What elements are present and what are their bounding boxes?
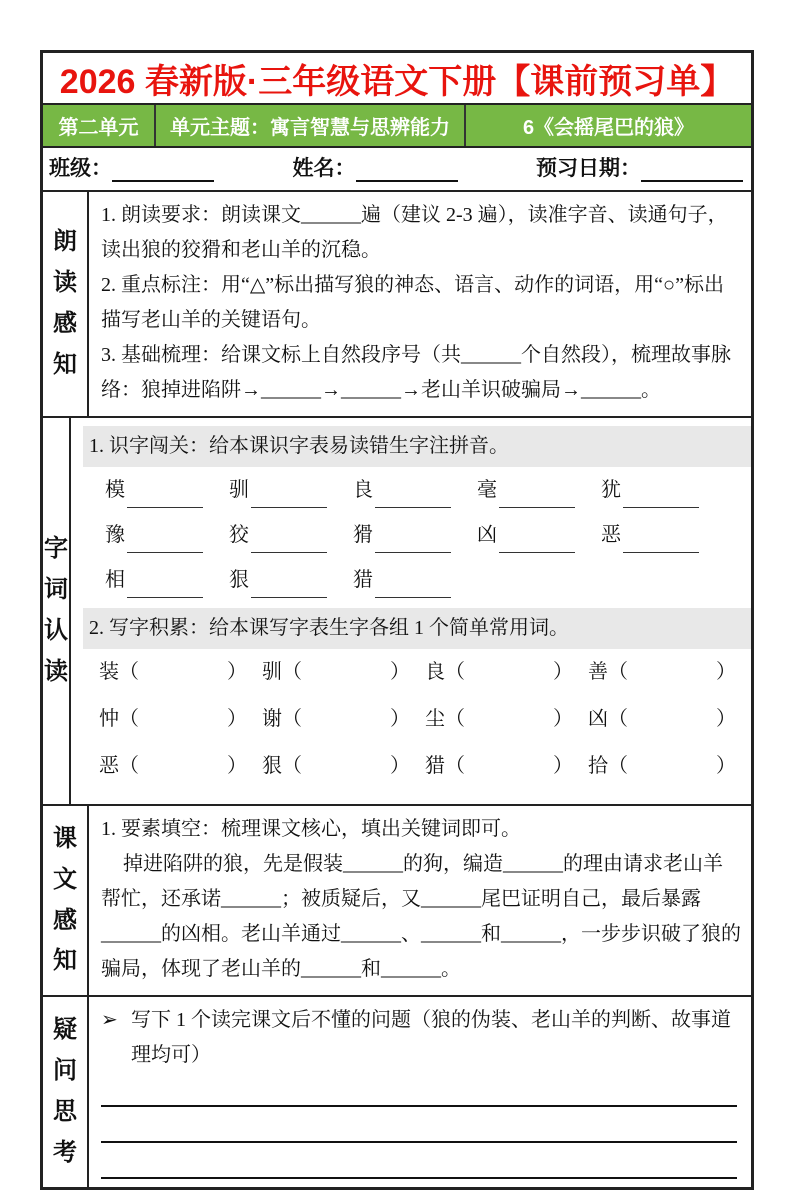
paren-close: ） (553, 661, 573, 683)
reading-item: 3. 基础梳理：给课文标上自然段序号（共______个自然段），梳理故事脉络：狼掉进陷阱→______→______→老山羊识破骗局→______。 (101, 344, 731, 401)
pinyin-blank (375, 488, 451, 508)
section-label-words: 字词认读 (43, 418, 71, 804)
paren-open: （ (119, 755, 139, 777)
arrow-bullet-icon: ➢ (101, 1009, 118, 1031)
paren-close: ） (390, 708, 410, 730)
paren-close: ） (553, 755, 573, 777)
word-blank (302, 670, 390, 690)
unit-bar (43, 103, 751, 148)
writing-line (101, 1143, 737, 1179)
paren-close: ） (553, 708, 573, 730)
word-item (99, 749, 262, 784)
section-comprehension-content (89, 806, 751, 995)
pinyin-blank (623, 533, 699, 553)
word-blank (302, 764, 390, 784)
pinyin-blank (499, 533, 575, 553)
page-title (43, 53, 751, 103)
pinyin-blank (375, 578, 451, 598)
word-blank (465, 717, 553, 737)
character: 猎 (425, 755, 445, 777)
character: 善 (588, 661, 608, 683)
word-blank (628, 717, 716, 737)
pinyin-blank (251, 488, 327, 508)
word-blank (628, 670, 716, 690)
character: 忡 (99, 708, 119, 730)
task-header-writing: 2. 写字积累：给本课写字表生字各组 1 个简单常用词。 (83, 608, 751, 649)
paren-open: （ (282, 708, 302, 730)
paren-close: ） (716, 661, 736, 683)
writing-line (101, 1093, 737, 1107)
character: 拾 (588, 755, 608, 777)
word-blank (465, 764, 553, 784)
paren-open: （ (608, 708, 628, 730)
word-item (262, 749, 425, 784)
word-item (588, 749, 751, 784)
paren-close: ） (716, 708, 736, 730)
section-label-reading: 朗读感知 (43, 192, 89, 416)
info-row (43, 148, 751, 190)
character: 尘 (425, 708, 445, 730)
word-grid-row (83, 749, 751, 784)
section-questions-content (89, 997, 751, 1187)
word-item (588, 655, 751, 690)
word-item (425, 749, 588, 784)
name-field (293, 152, 458, 182)
section-reading (43, 190, 751, 416)
pinyin-item (601, 518, 725, 553)
pinyin-blank (127, 488, 203, 508)
pinyin-item (353, 563, 477, 598)
word-item (99, 702, 262, 737)
paren-open: （ (445, 755, 465, 777)
character: 驯 (229, 479, 249, 501)
word-item (262, 655, 425, 690)
word-blank (465, 670, 553, 690)
page-title-text: 2026 春新版·三年级语文下册【课前预习单】 (59, 62, 735, 101)
character: 猾 (353, 524, 373, 546)
pinyin-blank (251, 578, 327, 598)
word-blank (139, 717, 227, 737)
question-prompt (101, 1003, 741, 1073)
pinyin-grid-row (83, 473, 751, 508)
character: 恶 (601, 524, 621, 546)
section-comprehension (43, 804, 751, 995)
comprehension-paragraph: 掉进陷阱的狼，先是假装______的狗，编造______的理由请求老山羊帮忙，还承诺______；被质疑后，又______尾巴证明自己，最后暴露______的凶相。老山羊通过______、______和______，一步步识破了狼的骗局，体现了老山羊的______和______。 (101, 853, 741, 980)
pinyin-blank (127, 578, 203, 598)
pinyin-grid-row (83, 518, 751, 553)
unit-theme: 单元主题：寓言智慧与思辨能力 (156, 105, 466, 146)
class-label: 班级： (49, 157, 112, 180)
character: 豫 (105, 524, 125, 546)
word-blank (628, 764, 716, 784)
character: 猎 (353, 569, 373, 591)
character: 凶 (588, 708, 608, 730)
class-blank-underline (112, 159, 214, 182)
character: 驯 (262, 661, 282, 683)
pinyin-item (229, 473, 353, 508)
pinyin-item (353, 473, 477, 508)
writing-area (101, 1093, 741, 1179)
paren-close: ） (716, 755, 736, 777)
pinyin-item (229, 563, 353, 598)
name-blank-underline (356, 159, 458, 182)
class-field (49, 152, 214, 182)
task-header-pinyin: 1. 识字闯关：给本课识字表易读错生字注拼音。 (83, 426, 751, 467)
character: 模 (105, 479, 125, 501)
paren-open: （ (119, 661, 139, 683)
pinyin-item (353, 518, 477, 553)
character: 凶 (477, 524, 497, 546)
section-words (43, 416, 751, 804)
paren-open: （ (445, 708, 465, 730)
section-label-comprehension: 课文感知 (43, 806, 89, 995)
pinyin-item (477, 518, 601, 553)
character: 恶 (99, 755, 119, 777)
pinyin-grid-row (83, 563, 751, 598)
pinyin-item (601, 473, 725, 508)
paren-open: （ (608, 755, 628, 777)
word-blank (139, 670, 227, 690)
word-item (425, 655, 588, 690)
pinyin-blank (251, 533, 327, 553)
word-grid-row (83, 655, 751, 690)
character: 狠 (229, 569, 249, 591)
section-words-content (71, 418, 761, 804)
writing-line (101, 1107, 737, 1143)
worksheet-sheet (40, 50, 754, 1190)
word-blank (302, 717, 390, 737)
paren-close: ） (390, 755, 410, 777)
paren-close: ） (227, 708, 247, 730)
character: 良 (353, 479, 373, 501)
question-prompt-text: 写下 1 个读完课文后不懂的问题（狼的伪装、老山羊的判断、故事道理均可） (131, 1009, 731, 1066)
word-item (99, 655, 262, 690)
pinyin-blank (127, 533, 203, 553)
paren-open: （ (119, 708, 139, 730)
name-label: 姓名： (292, 157, 356, 180)
section-questions (43, 995, 751, 1187)
word-item (425, 702, 588, 737)
character: 良 (425, 661, 445, 683)
character: 犹 (601, 479, 621, 501)
section-label-questions: 疑问思考 (43, 997, 89, 1187)
lesson-title: 6《会摇尾巴的狼》 (522, 117, 695, 139)
pinyin-item (105, 518, 229, 553)
pinyin-blank (375, 533, 451, 553)
character: 狠 (262, 755, 282, 777)
word-item (262, 702, 425, 737)
unit-number: 第二单元 (43, 105, 156, 146)
word-blank (139, 764, 227, 784)
paren-open: （ (282, 661, 302, 683)
paren-close: ） (227, 661, 247, 683)
word-item (588, 702, 751, 737)
paren-open: （ (445, 661, 465, 683)
reading-item: 1. 朗读要求：朗读课文______遍（建议 2-3 遍），读准字音、读通句子，读出狼的狡猾和老山羊的沉稳。 (101, 204, 728, 261)
pinyin-blank (499, 488, 575, 508)
date-label: 预习日期： (536, 157, 641, 180)
pinyin-blank (623, 488, 699, 508)
reading-item: 2. 重点标注：用“△”标出描写狼的神态、语言、动作的词语，用“○”标出描写老山羊的关键语句。 (101, 274, 724, 331)
paren-close: ） (390, 661, 410, 683)
date-blank-underline (641, 159, 743, 182)
comprehension-header: 1. 要素填空：梳理课文核心，填出关键词即可。 (101, 818, 521, 840)
paren-open: （ (608, 661, 628, 683)
date-field (536, 152, 743, 182)
pinyin-item (477, 473, 601, 508)
pinyin-item (105, 563, 229, 598)
paren-close: ） (227, 755, 247, 777)
paren-open: （ (282, 755, 302, 777)
character: 狡 (229, 524, 249, 546)
character: 谢 (262, 708, 282, 730)
word-grid-row (83, 702, 751, 737)
character: 装 (99, 661, 119, 683)
section-reading-content (89, 192, 751, 416)
character: 相 (105, 569, 125, 591)
pinyin-item (105, 473, 229, 508)
pinyin-item (229, 518, 353, 553)
character: 毫 (477, 479, 497, 501)
